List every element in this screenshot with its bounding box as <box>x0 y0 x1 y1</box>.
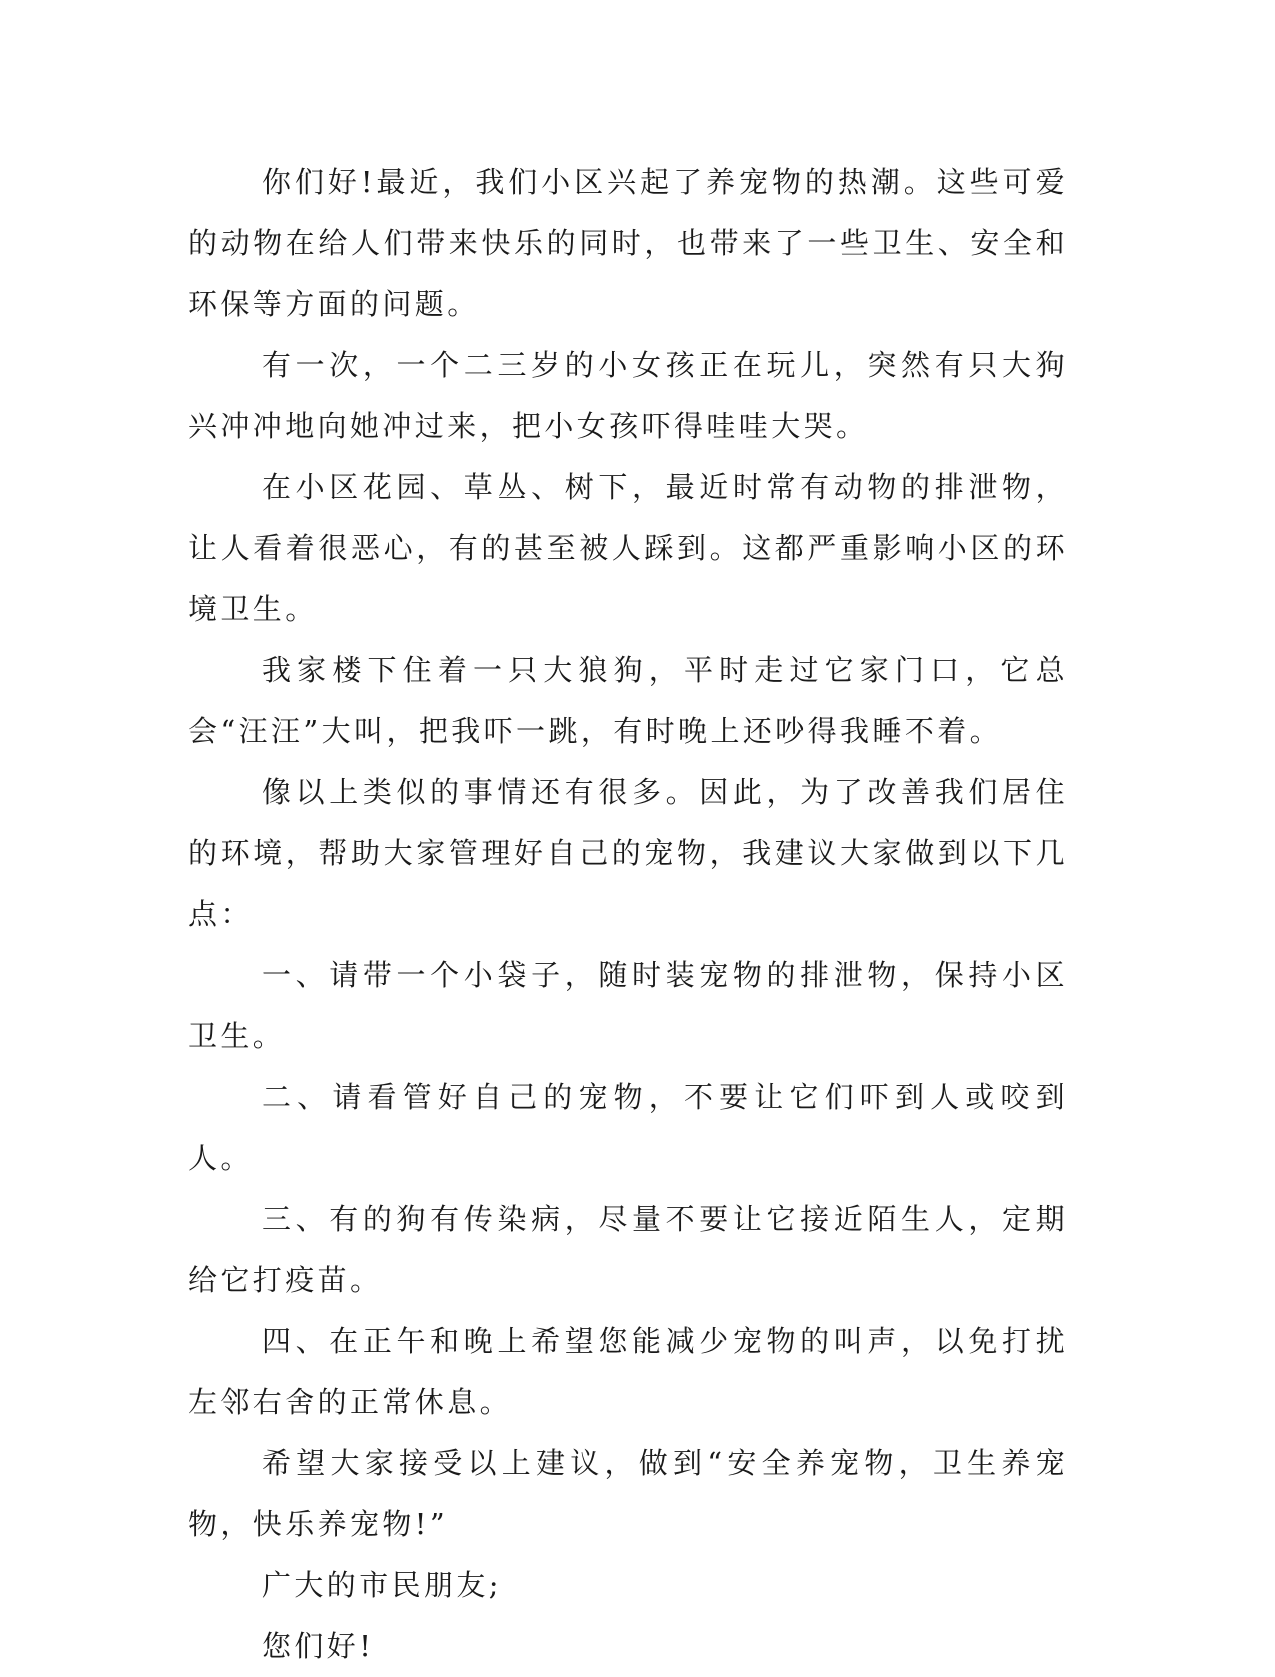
suggestion-item-3: 三、有的狗有传染病，尽量不要让它接近陌生人，定期给它打疫苗。 <box>188 1202 1068 1297</box>
paragraph-dog-incident: 有一次，一个二三岁的小女孩正在玩儿，突然有只大狗兴冲冲地向她冲过来，把小女孩吓得哇哇大哭。 <box>188 348 1068 443</box>
paragraph-closing-hope: 希望大家接受以上建议，做到“安全养宠物，卫生养宠物，快乐养宠物!” <box>188 1446 1068 1541</box>
paragraph-greeting-intro: 你们好!最近，我们小区兴起了养宠物的热潮。这些可爱的动物在给人们带来快乐的同时，也带来了一些卫生、安全和环保等方面的问题。 <box>188 165 1068 321</box>
salutation-citizens: 广大的市民朋友; <box>262 1568 502 1602</box>
suggestion-item-1: 一、请带一个小袋子，随时装宠物的排泄物，保持小区卫生。 <box>188 958 1068 1053</box>
suggestion-item-2: 二、请看管好自己的宠物，不要让它们吓到人或咬到人。 <box>188 1080 1068 1175</box>
paragraph-barking-dog: 我家楼下住着一只大狼狗，平时走过它家门口，它总会“汪汪”大叫，把我吓一跳，有时晚上还吵得我睡不着。 <box>188 653 1068 748</box>
document-body <box>188 152 1068 1677</box>
suggestion-item-4: 四、在正午和晚上希望您能减少宠物的叫声，以免打扰左邻右舍的正常休息。 <box>188 1324 1068 1419</box>
salutation-greeting: 您们好! <box>262 1629 375 1663</box>
paragraph-suggestions-intro: 像以上类似的事情还有很多。因此，为了改善我们居住的环境，帮助大家管理好自己的宠物，我建议大家做到以下几点： <box>188 775 1068 931</box>
paragraph-hygiene-issue: 在小区花园、草丛、树下，最近时常有动物的排泄物，让人看着很恶心，有的甚至被人踩到。这都严重影响小区的环境卫生。 <box>188 470 1068 626</box>
